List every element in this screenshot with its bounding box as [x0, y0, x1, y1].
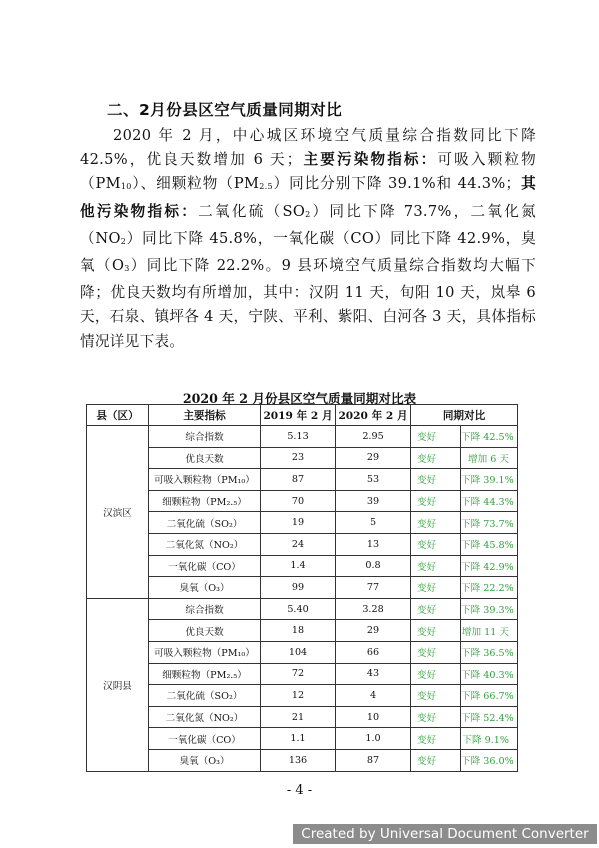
converter-banner: Created by Universal Document Converter	[293, 824, 597, 844]
table-row	[87, 728, 518, 750]
value-2020-cell: 4	[336, 685, 411, 707]
verdict-cell: 变好	[411, 620, 461, 642]
value-2019-cell: 23	[261, 447, 336, 469]
value-2020-cell: 10	[336, 706, 411, 728]
indicator-cell: 二氧化硫（SO₂）	[149, 512, 261, 534]
verdict-cell: 变好	[411, 447, 461, 469]
table-row	[87, 512, 518, 534]
value-2019-cell: 136	[261, 749, 336, 771]
indicator-cell: 臭氧（O₃）	[149, 749, 261, 771]
change-cell: 下降 44.3%	[461, 490, 518, 512]
para-subscript: 3	[124, 264, 130, 274]
para-subscript: 2	[120, 236, 127, 246]
indicator-cell: 一氧化碳（CO）	[149, 728, 261, 750]
verdict-cell: 变好	[411, 598, 461, 620]
change-cell: 下降 42.9%	[461, 555, 518, 577]
change-cell: 下降 39.3%	[461, 598, 518, 620]
indicator-cell: 二氧化硫（SO₂）	[149, 685, 261, 707]
indicator-cell: 二氧化氮（NO₂）	[149, 533, 261, 555]
header-county: 县（区）	[87, 405, 149, 426]
table-row	[87, 555, 518, 577]
county-cell: 汉滨区	[87, 426, 149, 599]
indicator-cell: 综合指数	[149, 598, 261, 620]
change-cell: 增加 6 天	[461, 447, 518, 469]
page-number: - 4 -	[286, 783, 313, 798]
table-row	[87, 447, 518, 469]
verdict-cell: 变好	[411, 555, 461, 577]
value-2020-cell: 1.0	[336, 728, 411, 750]
change-cell: 下降 52.4%	[461, 706, 518, 728]
change-cell: 下降 45.8%	[461, 533, 518, 555]
value-2019-cell: 99	[261, 577, 336, 599]
value-2020-cell: 0.8	[336, 555, 411, 577]
county-cell: 汉阴县	[87, 598, 149, 771]
value-2019-cell: 5.40	[261, 598, 336, 620]
para-text: ）同比分别下降 39.1%和 44.3%；	[272, 175, 521, 193]
para-subscript: 10	[120, 182, 132, 192]
change-cell: 下降 42.5%	[461, 426, 518, 448]
value-2020-cell: 77	[336, 577, 411, 599]
header-2020: 2020 年 2 月	[336, 405, 411, 426]
change-cell: 下降 39.1%	[461, 469, 518, 491]
value-2019-cell: 72	[261, 663, 336, 685]
table-row	[87, 490, 518, 512]
para-text: ）同比下降 22.2%。9 县环境空气质量综合指数均大幅下降；优良天数均有所增加，其中：汉阴 11 天，旬阳 10 天，岚皋 6 天，石泉、镇坪各 4 天，宁陕、平利、紫阳、白河各 3 天，具体指标情况详见下表。	[80, 257, 536, 350]
body-paragraph	[80, 124, 536, 354]
verdict-cell: 变好	[411, 469, 461, 491]
value-2020-cell: 66	[336, 641, 411, 663]
para-subscript: 2.5	[259, 182, 273, 192]
indicator-cell: 臭氧（O₃）	[149, 577, 261, 599]
value-2019-cell: 24	[261, 533, 336, 555]
value-2020-cell: 39	[336, 490, 411, 512]
table-row	[87, 749, 518, 771]
change-cell: 下降 40.3%	[461, 663, 518, 685]
verdict-cell: 变好	[411, 728, 461, 750]
value-2019-cell: 104	[261, 641, 336, 663]
value-2020-cell: 3.28	[336, 598, 411, 620]
value-2019-cell: 1.1	[261, 728, 336, 750]
indicator-cell: 优良天数	[149, 620, 261, 642]
value-2020-cell: 43	[336, 663, 411, 685]
value-2019-cell: 21	[261, 706, 336, 728]
indicator-cell: 细颗粒物（PM₂.₅）	[149, 490, 261, 512]
value-2020-cell: 2.95	[336, 426, 411, 448]
value-2020-cell: 13	[336, 533, 411, 555]
value-2019-cell: 19	[261, 512, 336, 534]
value-2019-cell: 70	[261, 490, 336, 512]
header-2019: 2019 年 2 月	[261, 405, 336, 426]
verdict-cell: 变好	[411, 706, 461, 728]
indicator-cell: 细颗粒物（PM₂.₅）	[149, 663, 261, 685]
value-2020-cell: 29	[336, 620, 411, 642]
change-cell: 增加 11 天	[461, 620, 518, 642]
indicator-cell: 可吸入颗粒物（PM₁₀）	[149, 641, 261, 663]
para-text: 二氧化硫（SO	[198, 202, 306, 220]
table-header-row	[87, 405, 518, 426]
para-text: 2020 年 2 月，中心城区环境空气质量综合指数同比下降 42.5%，优良天数增加 6 天；	[80, 127, 536, 169]
verdict-cell: 变好	[411, 533, 461, 555]
para-bold-label: 其他污染物指标：	[80, 175, 536, 220]
indicator-cell: 优良天数	[149, 447, 261, 469]
change-cell: 下降 73.7%	[461, 512, 518, 534]
table-row	[87, 577, 518, 599]
para-text: 可吸入颗粒物（PM	[80, 151, 536, 193]
indicator-cell: 二氧化氮（NO₂）	[149, 706, 261, 728]
change-cell: 下降 9.1%	[461, 728, 518, 750]
value-2019-cell: 12	[261, 685, 336, 707]
verdict-cell: 变好	[411, 426, 461, 448]
table-row	[87, 706, 518, 728]
verdict-cell: 变好	[411, 641, 461, 663]
table-row	[87, 663, 518, 685]
table-row	[87, 641, 518, 663]
change-cell: 下降 36.5%	[461, 641, 518, 663]
value-2020-cell: 53	[336, 469, 411, 491]
header-comparison: 同期对比	[411, 405, 518, 426]
para-text: ）同比下降 45.8%，一氧化碳（CO）同比下降 42.9%，臭氧（O	[80, 229, 537, 275]
value-2019-cell: 18	[261, 620, 336, 642]
para-subscript: 2	[305, 209, 311, 219]
change-cell: 下降 22.2%	[461, 577, 518, 599]
section-heading: 二、2月份县区空气质量同期对比	[107, 101, 343, 119]
verdict-cell: 变好	[411, 512, 461, 534]
change-cell: 下降 36.0%	[461, 749, 518, 771]
verdict-cell: 变好	[411, 577, 461, 599]
value-2019-cell: 87	[261, 469, 336, 491]
table-row	[87, 598, 518, 620]
value-2019-cell: 5.13	[261, 426, 336, 448]
table-body	[87, 426, 518, 772]
value-2020-cell: 5	[336, 512, 411, 534]
change-cell: 下降 66.7%	[461, 685, 518, 707]
verdict-cell: 变好	[411, 685, 461, 707]
para-text: ）、细颗粒物（PM	[131, 175, 260, 193]
table-row	[87, 533, 518, 555]
air-quality-table	[86, 404, 518, 772]
table-row	[87, 469, 518, 491]
indicator-cell: 可吸入颗粒物（PM₁₀）	[149, 469, 261, 491]
verdict-cell: 变好	[411, 490, 461, 512]
verdict-cell: 变好	[411, 749, 461, 771]
value-2020-cell: 29	[336, 447, 411, 469]
header-indicator: 主要指标	[149, 405, 261, 426]
table-row	[87, 620, 518, 642]
indicator-cell: 综合指数	[149, 426, 261, 448]
table-row	[87, 685, 518, 707]
para-text: ）同比下降 73.7%，二氧化氮（NO	[80, 202, 537, 247]
para-bold-label: 主要污染物指标：	[301, 151, 438, 169]
table-caption: 2020 年 2 月份县区空气质量同期对比表	[182, 391, 417, 406]
table-row	[87, 426, 518, 448]
verdict-cell: 变好	[411, 663, 461, 685]
value-2019-cell: 1.4	[261, 555, 336, 577]
indicator-cell: 一氧化碳（CO）	[149, 555, 261, 577]
value-2020-cell: 87	[336, 749, 411, 771]
